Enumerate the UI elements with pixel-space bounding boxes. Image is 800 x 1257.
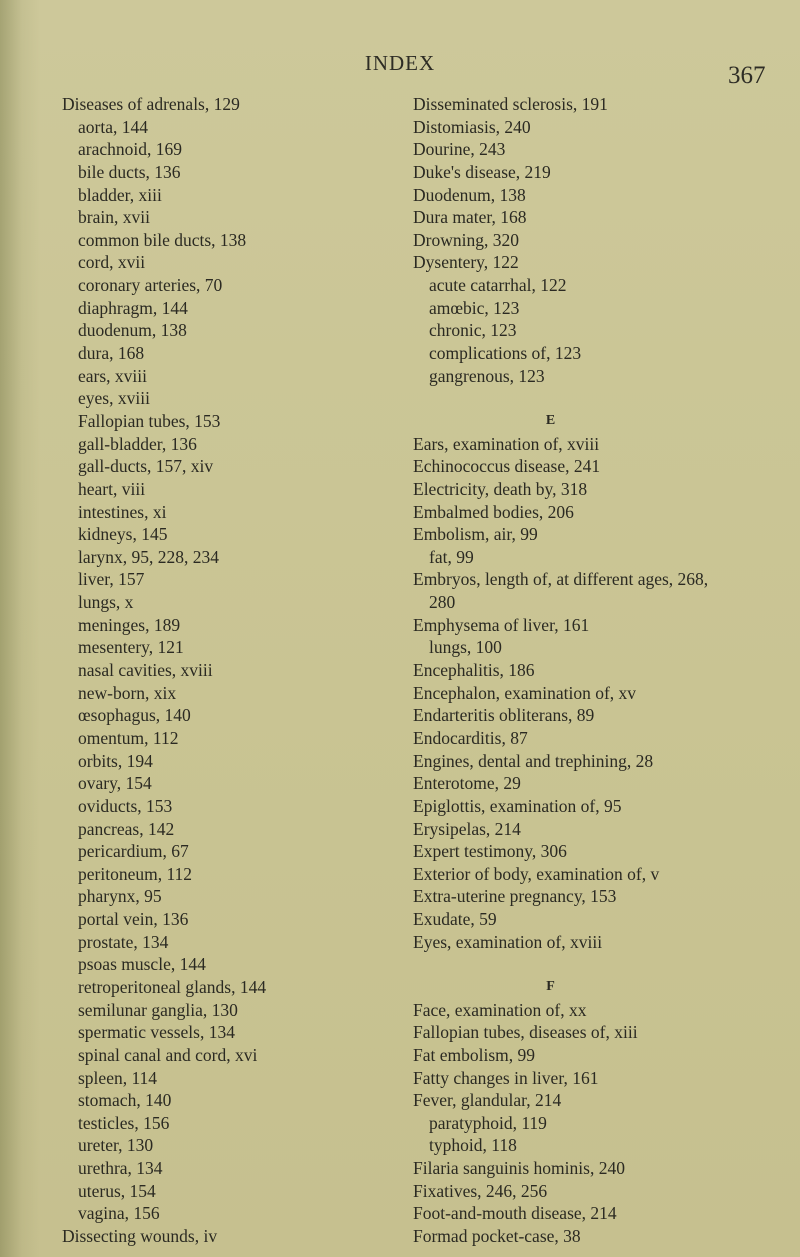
- index-subentry: uterus, 154: [78, 1180, 156, 1201]
- index-entry: Fallopian tubes, diseases of, xiii: [413, 1022, 638, 1043]
- index-subentry: gall-bladder, 136: [78, 433, 197, 454]
- index-subentry: psoas muscle, 144: [78, 954, 206, 975]
- index-entry: Disseminated sclerosis, 191: [413, 94, 608, 114]
- index-subentry: common bile ducts, 138: [78, 229, 247, 250]
- index-entry: Fever, glandular, 214: [413, 1090, 562, 1111]
- index-subentry: complications of, 123: [429, 343, 582, 364]
- index-subentry: fat, 99: [429, 546, 474, 567]
- index-subentry: mesentery, 121: [78, 637, 184, 658]
- index-entry: Dourine, 243: [413, 139, 506, 160]
- index-subentry: oviducts, 153: [78, 795, 173, 816]
- index-subentry: pharynx, 95: [78, 886, 162, 907]
- index-subentry: intestines, xi: [78, 501, 167, 522]
- index-subentry: meninges, 189: [78, 614, 181, 635]
- index-subentry: peritoneum, 112: [78, 863, 193, 884]
- index-subentry: bladder, xiii: [78, 184, 162, 205]
- index-subentry: eyes, xviii: [78, 388, 150, 409]
- index-entry: Dura mater, 168: [413, 207, 527, 228]
- index-entry: Emphysema of liver, 161: [413, 614, 590, 635]
- index-subentry: new-born, xix: [78, 682, 177, 703]
- index-entry: Face, examination of, xx: [413, 999, 587, 1020]
- index-subentry: œsophagus, 140: [78, 705, 191, 726]
- index-entry: Fixatives, 246, 256: [413, 1180, 548, 1201]
- index-entry: Embolism, air, 99: [413, 524, 538, 545]
- index-subentry: ears, xviii: [78, 365, 148, 386]
- index-subentry: bile ducts, 136: [78, 161, 181, 182]
- index-subentry: ureter, 130: [78, 1135, 154, 1156]
- index-subentry: lungs, x: [78, 592, 134, 613]
- index-subentry: chronic, 123: [429, 320, 517, 341]
- index-entry: Embalmed bodies, 206: [413, 501, 574, 522]
- index-subentry: brain, xvii: [78, 207, 150, 228]
- index-entry: Endocarditis, 87: [413, 727, 528, 748]
- blank-line: [413, 953, 793, 976]
- index-subentry: spinal canal and cord, xvi: [78, 1044, 258, 1065]
- blank-line: [413, 387, 793, 410]
- index-subentry: acute catarrhal, 122: [429, 275, 567, 296]
- index-entry: Electricity, death by, 318: [413, 478, 588, 499]
- index-subentry: gangrenous, 123: [429, 365, 545, 386]
- page-number: 367: [728, 62, 766, 89]
- index-entry: Exudate, 59: [413, 909, 497, 930]
- index-column-left: [62, 93, 392, 1248]
- section-letter: E: [545, 412, 556, 428]
- index-entry: Dissecting wounds, iv: [62, 1226, 218, 1247]
- index-subentry: liver, 157: [78, 569, 145, 590]
- index-entry: Filaria sanguinis hominis, 240: [413, 1158, 625, 1179]
- index-entry: Duke's disease, 219: [413, 161, 551, 182]
- index-subentry: pancreas, 142: [78, 818, 175, 839]
- index-subentry: orbits, 194: [78, 750, 153, 771]
- index-entry: Ears, examination of, xviii: [413, 433, 600, 454]
- index-subentry: ovary, 154: [78, 773, 152, 794]
- index-subentry: retroperitoneal glands, 144: [78, 976, 267, 997]
- index-subentry: omentum, 112: [78, 727, 179, 748]
- index-entry: Foot-and-mouth disease, 214: [413, 1203, 617, 1224]
- index-subentry: vagina, 156: [78, 1203, 160, 1224]
- index-subentry: larynx, 95, 228, 234: [78, 546, 219, 567]
- index-subentry: semilunar ganglia, 130: [78, 999, 238, 1020]
- index-subentry: 280: [429, 592, 456, 613]
- index-subentry: kidneys, 145: [78, 524, 168, 545]
- index-entry: Encephalon, examination of, xv: [413, 682, 637, 703]
- index-subentry: heart, viii: [78, 478, 146, 499]
- index-subentry: aorta, 144: [78, 116, 148, 137]
- index-entry: Dysentery, 122: [413, 252, 519, 273]
- index-subentry: amœbic, 123: [429, 297, 520, 318]
- page-header-title: INDEX: [364, 51, 436, 75]
- index-subentry: cord, xvii: [78, 252, 146, 273]
- index-entry: Duodenum, 138: [413, 184, 526, 205]
- index-subentry: duodenum, 138: [78, 320, 187, 341]
- index-entry: Exterior of body, examination of, v: [413, 863, 660, 884]
- index-entry: Fat embolism, 99: [413, 1044, 536, 1065]
- index-subentry: stomach, 140: [78, 1090, 172, 1111]
- index-entry: Formad pocket-case, 38: [413, 1226, 581, 1247]
- index-entry: Expert testimony, 306: [413, 841, 567, 862]
- index-entry: Diseases of adrenals, 129: [62, 94, 240, 114]
- index-subentry: diaphragm, 144: [78, 297, 188, 318]
- index-entry: Encephalitis, 186: [413, 660, 535, 681]
- index-subentry: lungs, 100: [429, 637, 502, 658]
- index-entry: Enterotome, 29: [413, 773, 521, 794]
- index-entry: Erysipelas, 214: [413, 818, 521, 839]
- index-entry: Eyes, examination of, xviii: [413, 931, 603, 952]
- index-subentry: spleen, 114: [78, 1067, 158, 1088]
- index-subentry: testicles, 156: [78, 1112, 170, 1133]
- index-subentry: nasal cavities, xviii: [78, 660, 213, 681]
- index-entry: Epiglottis, examination of, 95: [413, 795, 622, 816]
- index-subentry: typhoid, 118: [429, 1135, 517, 1156]
- index-subentry: urethra, 134: [78, 1158, 163, 1179]
- index-entry: Endarteritis obliterans, 89: [413, 705, 595, 726]
- index-subentry: coronary arteries, 70: [78, 275, 223, 296]
- index-subentry: arachnoid, 169: [78, 139, 182, 160]
- index-subentry: dura, 168: [78, 343, 145, 364]
- index-subentry: gall-ducts, 157, xiv: [78, 456, 214, 477]
- index-entry: Distomiasis, 240: [413, 116, 531, 137]
- index-subentry: pericardium, 67: [78, 841, 189, 862]
- section-letter: F: [546, 978, 555, 994]
- index-entry: Echinococcus disease, 241: [413, 456, 601, 477]
- index-column-right: [413, 93, 793, 1248]
- index-entry: Engines, dental and trephining, 28: [413, 750, 654, 771]
- index-subentry: spermatic vessels, 134: [78, 1022, 235, 1043]
- index-entry: Drowning, 320: [413, 229, 519, 250]
- index-subentry: Fallopian tubes, 153: [78, 410, 221, 431]
- index-subentry: portal vein, 136: [78, 909, 189, 930]
- index-entry: Fatty changes in liver, 161: [413, 1067, 599, 1088]
- index-subentry: paratyphoid, 119: [429, 1112, 547, 1133]
- index-entry: Embryos, length of, at different ages, 268,: [413, 569, 709, 590]
- index-entry: Extra-uterine pregnancy, 153: [413, 886, 617, 907]
- index-subentry: prostate, 134: [78, 931, 169, 952]
